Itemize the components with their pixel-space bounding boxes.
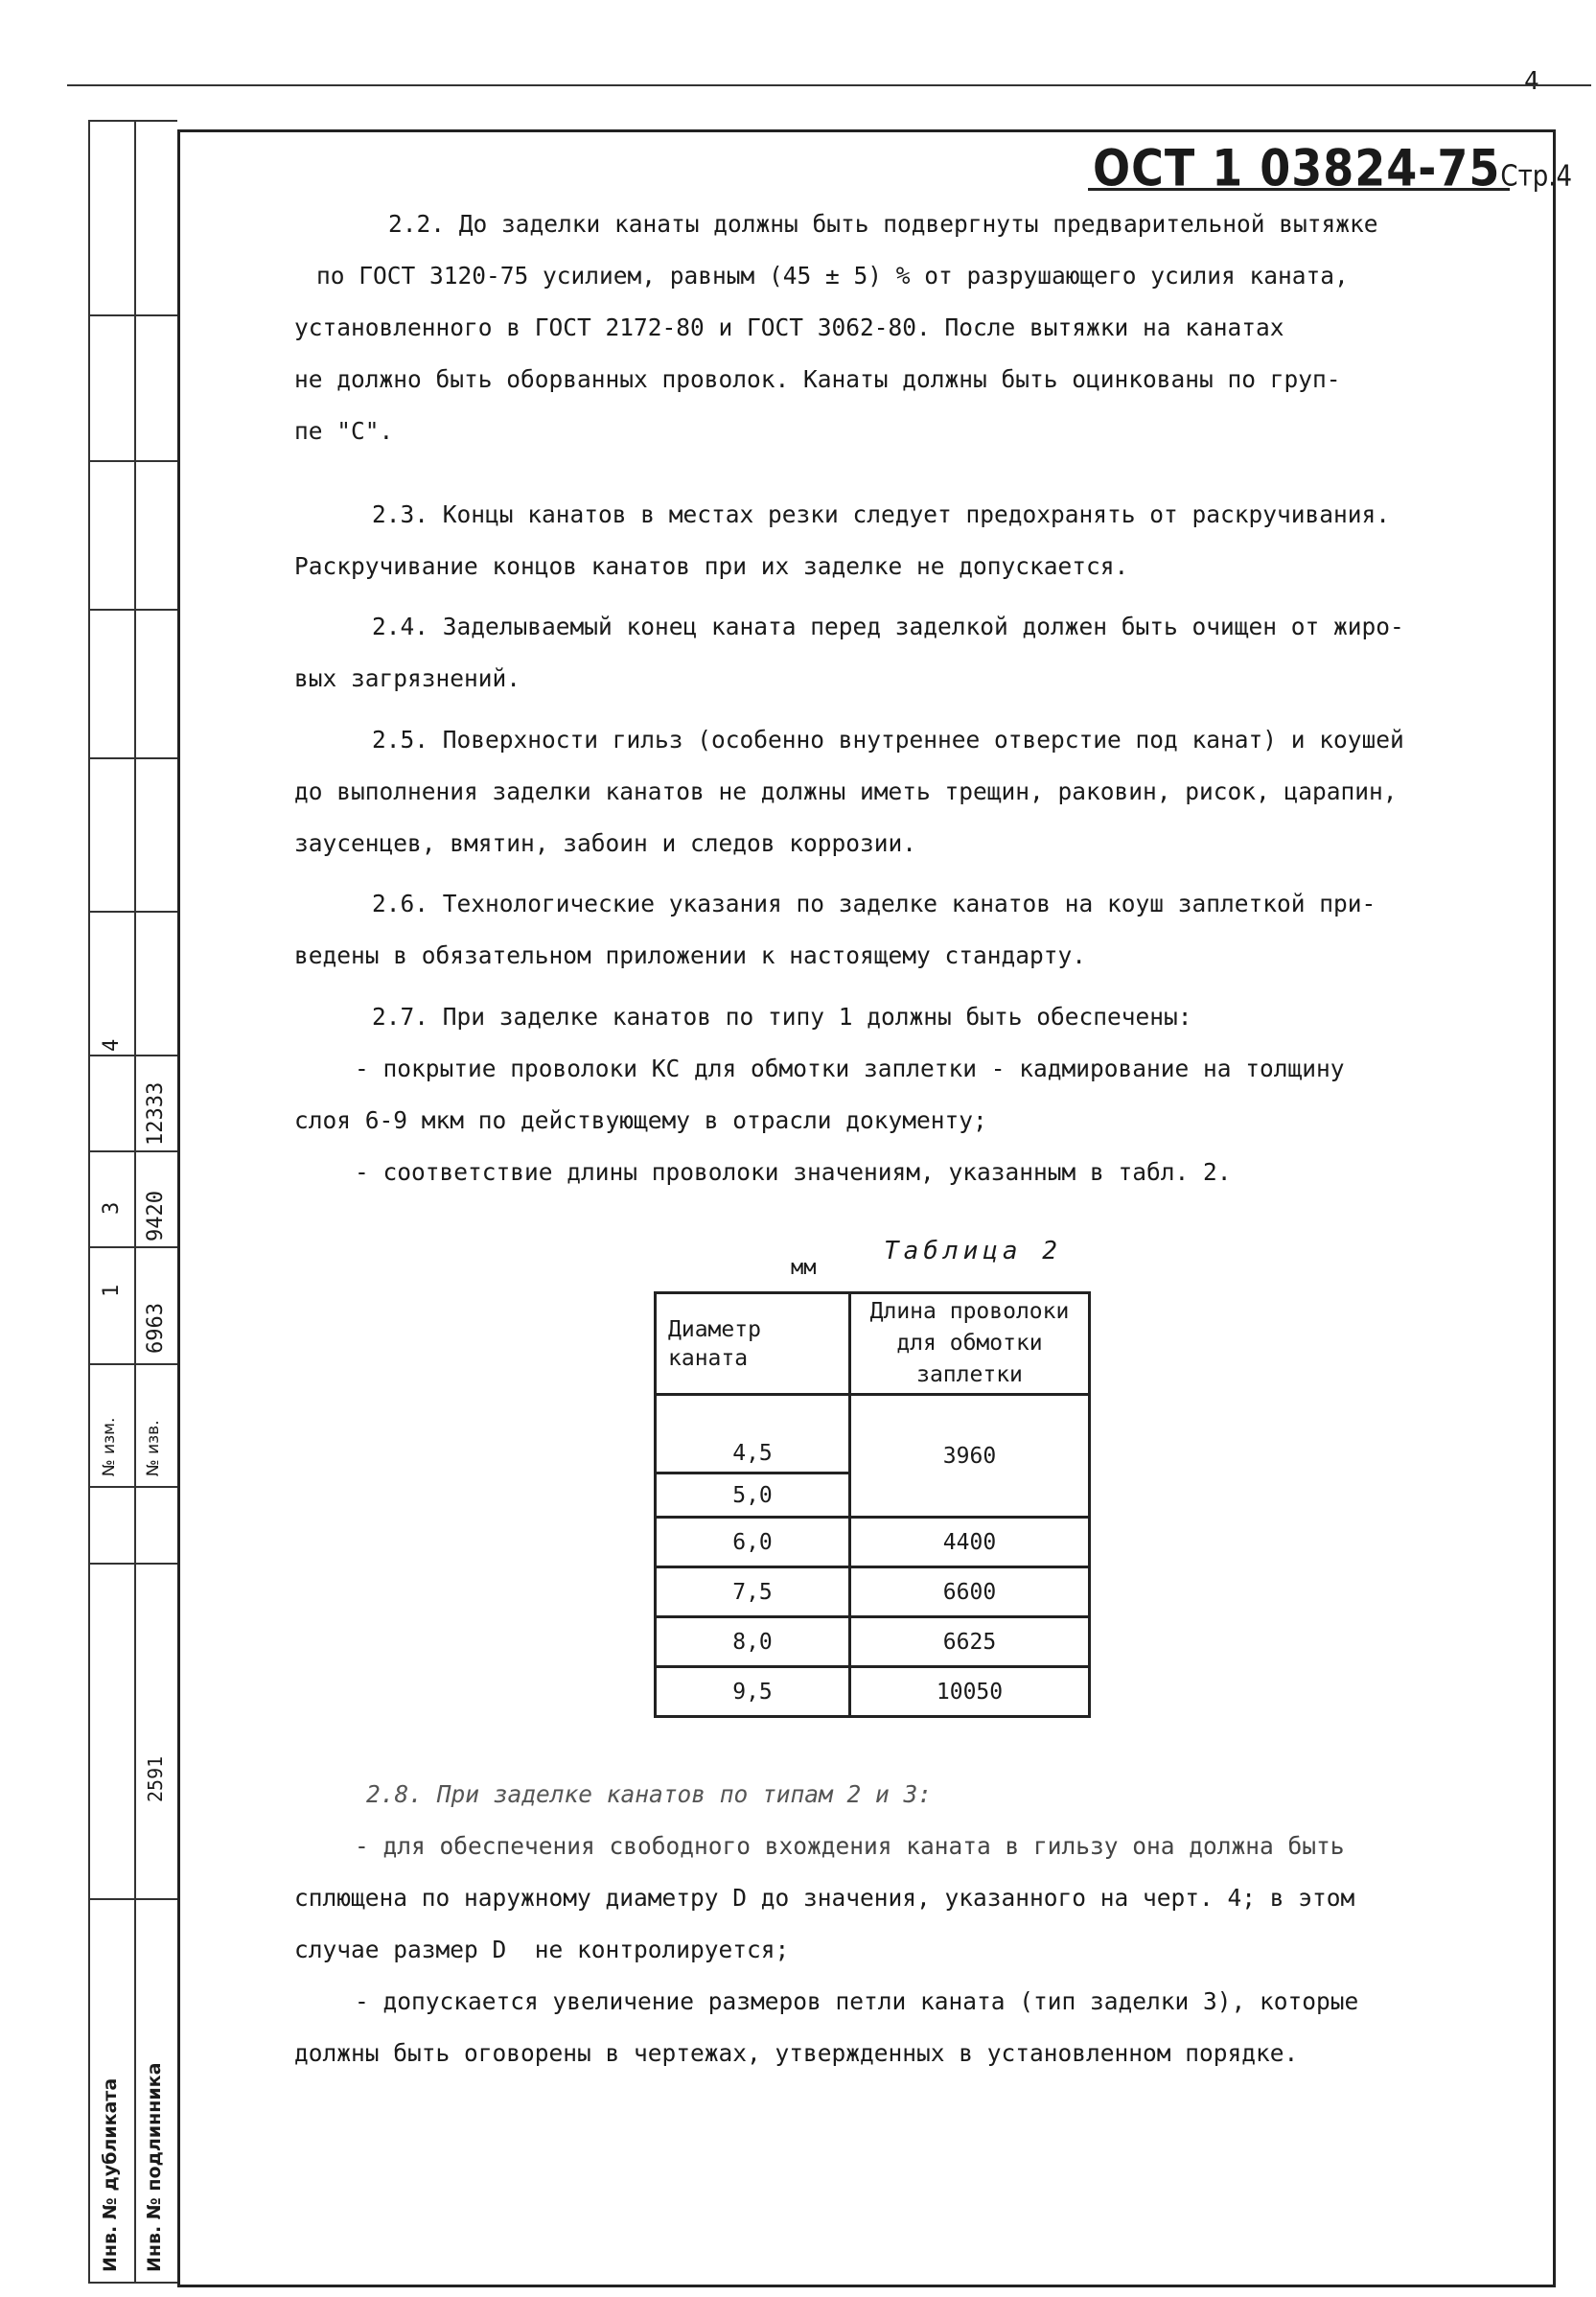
- table-cell-length: 6600: [850, 1567, 1090, 1617]
- para-2-6-line-1: 2.6. Технологические указания по заделке канатов на коуш заплеткой при-: [372, 890, 1376, 917]
- para-2-3-line-2: Раскручивание концов канатов при их заделке не допускается.: [294, 552, 1129, 580]
- table-cell-diameter: 4,5: [656, 1395, 850, 1473]
- para-2-7-line-2: - покрытие проволоки КС для обмотки заплетки - кадмирование на толщину: [355, 1055, 1345, 1082]
- table-cell-diameter: 9,5: [656, 1667, 850, 1717]
- table-cell-diameter: 7,5: [656, 1567, 850, 1617]
- table-row: [656, 1667, 1090, 1717]
- change-number-3: 3: [100, 1201, 124, 1215]
- para-2-2-line-5: пе "С".: [294, 417, 394, 445]
- header-underline: [1088, 188, 1510, 191]
- table-cell-length: 3960: [850, 1395, 1090, 1518]
- para-2-5-line-1: 2.5. Поверхности гильз (особенно внутреннее отверстие под канат) и коушей: [372, 726, 1404, 754]
- para-2-8-line-6: должны быть оговорены в чертежах, утвержденных в установленном порядке.: [294, 2039, 1299, 2067]
- para-2-5-line-2: до выполнения заделки канатов не должны иметь трещин, раковин, рисок, царапин,: [294, 777, 1398, 805]
- table-cell-diameter: 8,0: [656, 1617, 850, 1667]
- para-2-8-line-2: - для обеспечения свободного вхождения каната в гильзу она должна быть: [355, 1832, 1345, 1860]
- para-2-8-line-1: 2.8. При заделке канатов по типам 2 и 3:: [366, 1780, 933, 1808]
- para-2-7-line-4: - соответствие длины проволоки значениям, указанным в табл. 2.: [355, 1158, 1232, 1186]
- para-2-2-line-2: по ГОСТ 3120-75 усилием, равным (45 ± 5) % от разрушающего усилия каната,: [316, 262, 1349, 290]
- table-cell-diameter: 5,0: [656, 1473, 850, 1518]
- page-label: Стр.4: [1500, 159, 1573, 194]
- original-inventory-label: Инв. № подлинника: [144, 2062, 165, 2272]
- notice-number-label: № изв.: [144, 1420, 163, 1476]
- notice-number-9420: 9420: [144, 1191, 168, 1241]
- stamp-column-left: [88, 120, 136, 2282]
- change-number-1: 1: [100, 1284, 124, 1297]
- para-2-7-line-1: 2.7. При заделке канатов по типу 1 должны быть обеспечены:: [372, 1003, 1192, 1031]
- table-cell-diameter: 6,0: [656, 1518, 850, 1567]
- change-number-label: № изм.: [100, 1417, 119, 1476]
- duplicate-inventory-label: Инв. № дубликата: [100, 2077, 121, 2272]
- table-cell-length: 10050: [850, 1667, 1090, 1717]
- para-2-2-line-3: установленного в ГОСТ 2172-80 и ГОСТ 3062-80. После вытяжки на канатах: [294, 313, 1284, 341]
- table-row: [656, 1567, 1090, 1617]
- table-cell-length: 6625: [850, 1617, 1090, 1667]
- para-2-2-line-1: 2.2. До заделки канаты должны быть подвергнуты предварительной вытяжке: [388, 210, 1378, 238]
- table-2: [654, 1291, 1091, 1718]
- original-inventory-number: 2591: [144, 1755, 167, 1802]
- para-2-8-line-4: случае размер D не контролируется;: [294, 1936, 790, 1963]
- notice-number-12333: 12333: [144, 1081, 168, 1146]
- notice-number-6963: 6963: [144, 1303, 168, 1354]
- table-2-caption: Таблица 2: [884, 1237, 1062, 1265]
- table-row: [656, 1395, 1090, 1473]
- para-2-5-line-3: заусенцев, вмятин, забоин и следов коррозии.: [294, 829, 917, 857]
- page-number: 4: [1524, 67, 1539, 96]
- para-2-4-line-1: 2.4. Заделываемый конец каната перед заделкой должен быть очищен от жиро-: [372, 613, 1404, 640]
- para-2-3-line-1: 2.3. Концы канатов в местах резки следует предохранять от раскручивания.: [372, 500, 1391, 528]
- para-2-8-line-3: сплющена по наружному диаметру D до значения, указанного на черт. 4; в этом: [294, 1884, 1355, 1912]
- para-2-4-line-2: вых загрязнений.: [294, 664, 521, 692]
- para-2-7-line-3: слоя 6-9 мкм по действующему в отрасли документу;: [294, 1106, 987, 1134]
- table-row: [656, 1518, 1090, 1567]
- standard-number: ОСТ 1 03824-75: [1093, 137, 1501, 198]
- top-rule: [67, 84, 1591, 86]
- table-row: [656, 1617, 1090, 1667]
- para-2-2-line-4: не должно быть оборванных проволок. Канаты должны быть оцинкованы по груп-: [294, 365, 1341, 393]
- para-2-6-line-2: ведены в обязательном приложении к настоящему стандарту.: [294, 941, 1087, 969]
- table-header-diameter: Диаметр каната: [656, 1293, 850, 1395]
- change-number-4: 4: [100, 1038, 124, 1052]
- para-2-8-line-5: - допускается увеличение размеров петли каната (тип заделки 3), которые: [355, 1987, 1359, 2015]
- table-cell-length: 4400: [850, 1518, 1090, 1567]
- table-header-length: Длина проволоки для обмотки заплетки: [850, 1293, 1090, 1395]
- table-2-unit: мм: [791, 1256, 817, 1280]
